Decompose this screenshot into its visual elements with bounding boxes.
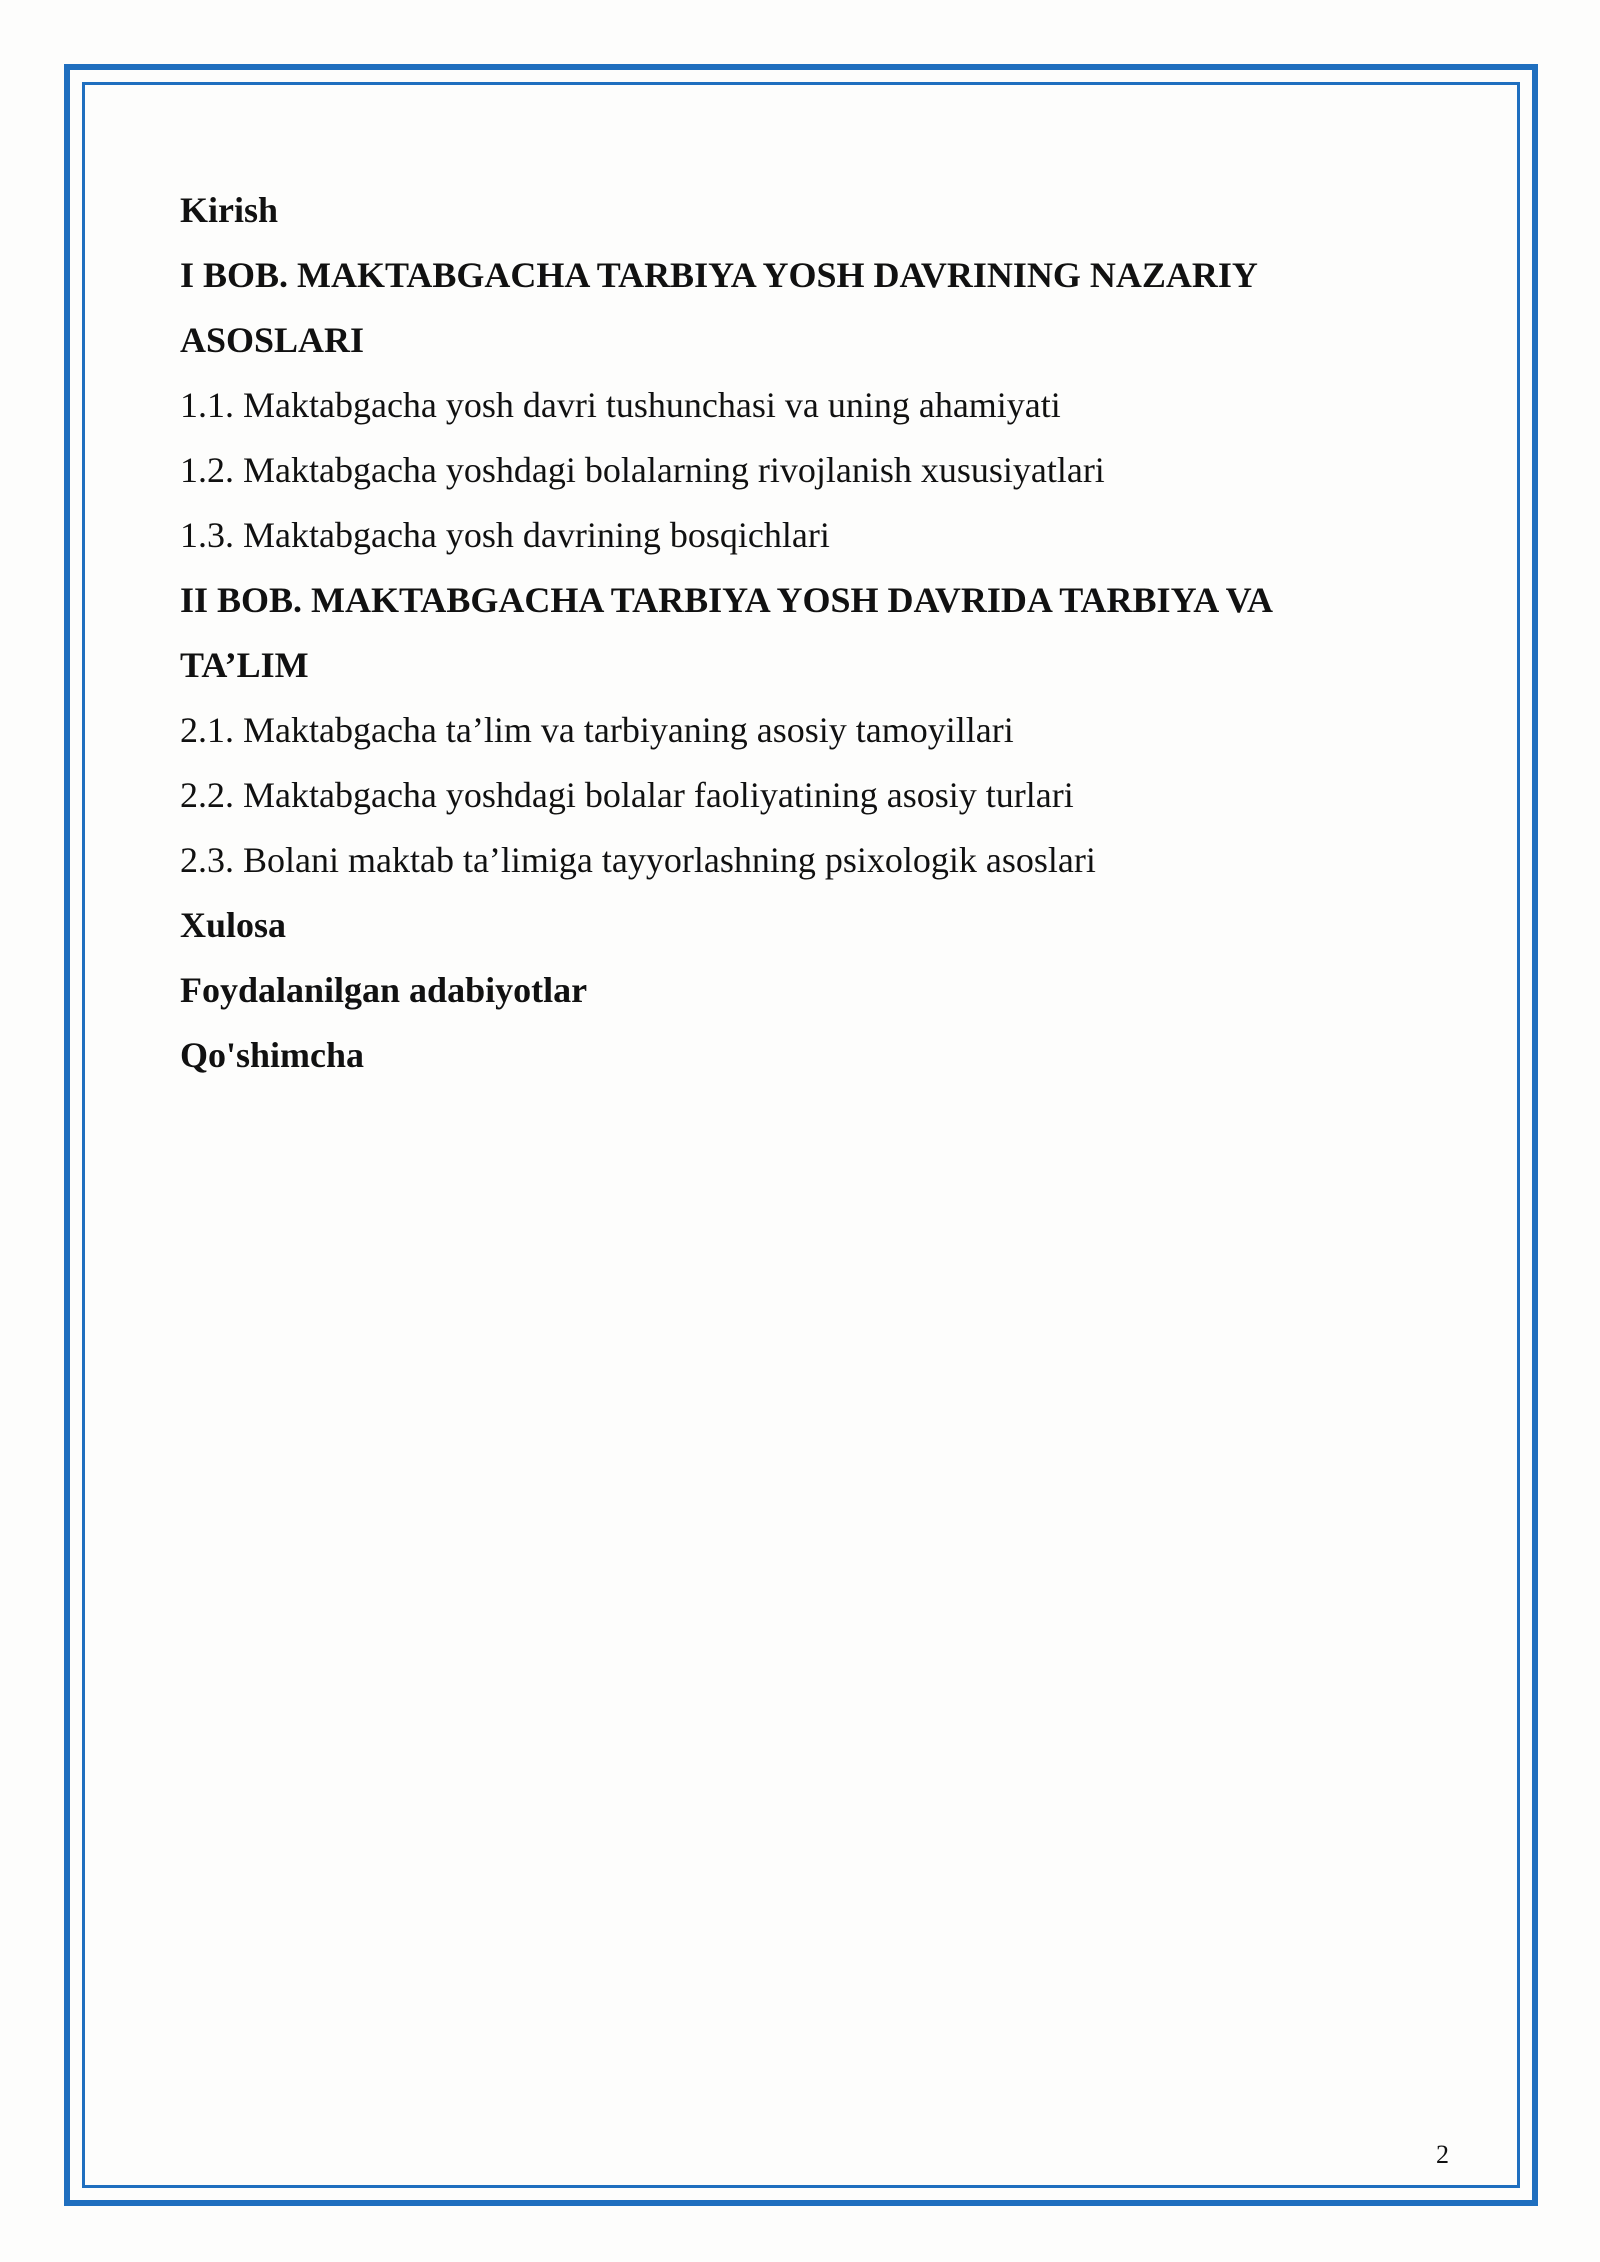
toc-chapter-2-title-continued: TA’LIM bbox=[180, 645, 309, 685]
toc-introduction: Kirish bbox=[180, 190, 279, 230]
toc-section-1-3: 1.3. Maktabgacha yosh davrining bosqichlari bbox=[180, 515, 830, 555]
toc-section-2-1: 2.1. Maktabgacha ta’lim va tarbiyaning asosiy tamoyillari bbox=[180, 710, 1014, 750]
page-number: 2 bbox=[1436, 2140, 1449, 2169]
toc-chapter-1-title-continued: ASOSLARI bbox=[180, 320, 365, 360]
toc-section-2-3: 2.3. Bolani maktab ta’limiga tayyorlashning psixologik asoslari bbox=[180, 840, 1096, 880]
toc-appendix: Qo'shimcha bbox=[180, 1035, 365, 1075]
toc-chapter-2-title: II BOB. MAKTABGACHA TARBIYA YOSH DAVRIDA TARBIYA VA bbox=[180, 580, 1273, 620]
toc-section-2-2: 2.2. Maktabgacha yoshdagi bolalar faoliyatining asosiy turlari bbox=[180, 775, 1074, 815]
toc-section-1-2: 1.2. Maktabgacha yoshdagi bolalarning rivojlanish xususiyatlari bbox=[180, 450, 1105, 490]
table-of-contents bbox=[180, 178, 1410, 1088]
toc-chapter-1-title: I BOB. MAKTABGACHA TARBIYA YOSH DAVRINING NAZARIY bbox=[180, 255, 1258, 295]
toc-references: Foydalanilgan adabiyotlar bbox=[180, 970, 588, 1010]
toc-section-1-1: 1.1. Maktabgacha yosh davri tushunchasi va uning ahamiyati bbox=[180, 385, 1061, 425]
toc-conclusion: Xulosa bbox=[180, 905, 287, 945]
